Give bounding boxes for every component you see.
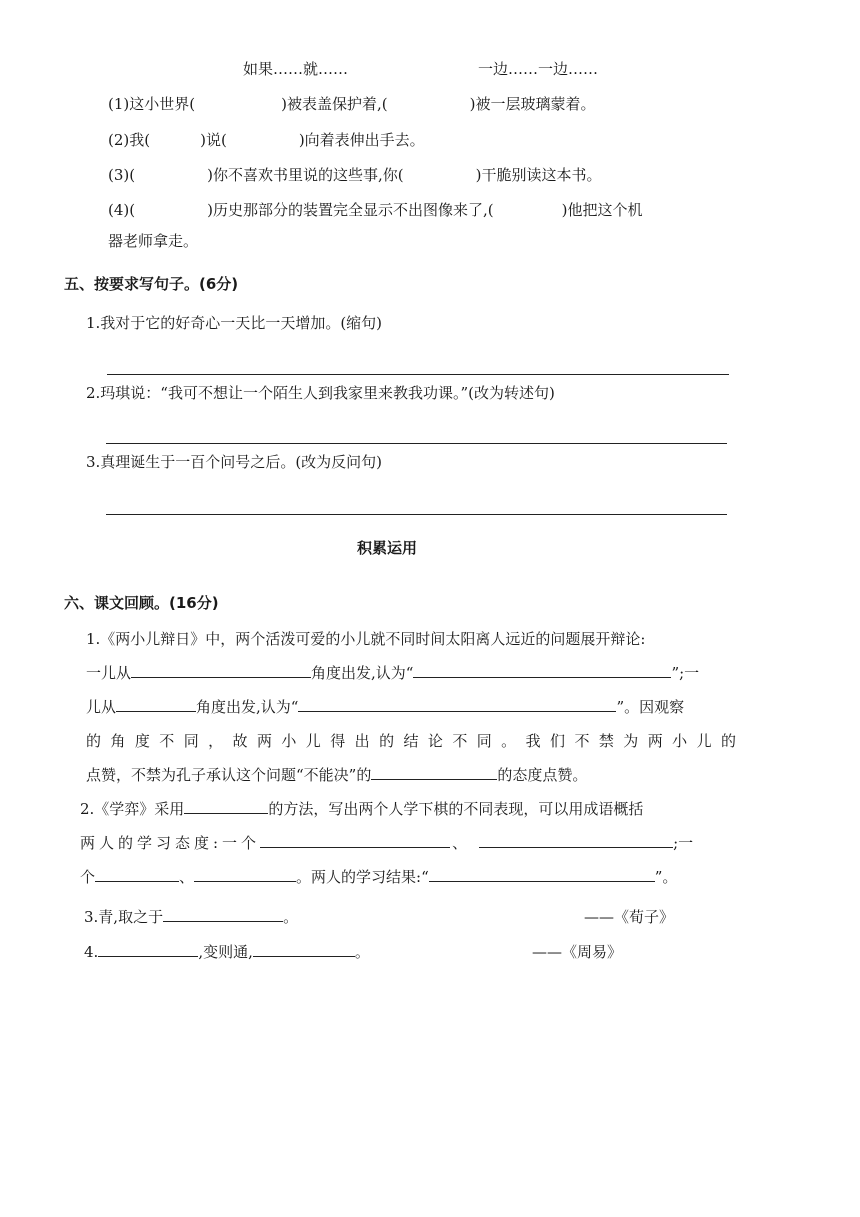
answer-blank[interactable]: [116, 696, 196, 712]
text-segment: ,变则通,: [198, 943, 253, 961]
text-segment: 儿从: [86, 698, 117, 716]
fill-item-4-continued: 器老师拿走。: [108, 232, 199, 250]
fill-item-4-text-a: (4)(: [108, 201, 136, 219]
text-segment: 4.: [84, 943, 99, 961]
section-5-heading: 五、按要求写句子。(6分): [64, 275, 239, 293]
text-segment: 的态度点赞。: [497, 766, 588, 784]
answer-blank[interactable]: [95, 866, 179, 882]
fill-item-1-text-a: (1)这小世界(: [108, 95, 196, 113]
fill-item-1: [108, 93, 595, 115]
section-6-q1-line-2: [86, 662, 699, 684]
section-6-q2-line-1: [80, 798, 643, 820]
section-6-q1-line-1: 1.《两小儿辩日》中，两个活泼可爱的小儿就不同时间太阳离人远近的问题展开辩论:: [86, 630, 646, 648]
text-segment: 的方法，写出两个人学下棋的不同表现，可以用成语概括: [268, 800, 644, 818]
section-6-q4-source: ——《周易》: [532, 943, 623, 961]
answer-blank[interactable]: [194, 866, 296, 882]
connective-option-left: 如果……就……: [243, 60, 349, 78]
section-5-answer-line-3[interactable]: [106, 514, 727, 515]
text-segment: 。: [283, 908, 299, 926]
section-6-q4: [84, 941, 370, 963]
section-6-q1-line-5: [86, 764, 587, 786]
fill-item-3: [108, 164, 601, 186]
text-segment: 个: [80, 868, 96, 886]
section-5-answer-line-1[interactable]: [107, 374, 729, 375]
connective-option-right: 一边……一边……: [478, 60, 599, 78]
section-6-q3: [84, 906, 298, 928]
section-5-answer-line-2[interactable]: [106, 443, 727, 444]
answer-blank[interactable]: [371, 764, 497, 780]
fill-item-1-text-c: )被一层玻璃蒙着。: [469, 95, 596, 113]
text-segment: 两人的学习态度:一个: [80, 834, 261, 852]
fill-item-3-text-c: )干脆别读这本书。: [475, 166, 602, 184]
part-title: 积累运用: [357, 539, 418, 557]
fill-item-1-text-b: )被表盖保护着,(: [281, 95, 388, 113]
fill-item-4: [108, 199, 642, 221]
fill-item-2-text-a: (2)我(: [108, 131, 151, 149]
answer-blank[interactable]: [253, 941, 355, 957]
text-segment: 2.《学弈》采用: [80, 800, 185, 818]
section-5-question-2: 2.玛琪说：“我可不想让一个陌生人到我家里来教我功课。”(改为转述句): [86, 384, 555, 402]
text-segment: ”。: [654, 868, 678, 886]
section-6-heading: 六、课文回顾。(16分): [64, 594, 219, 612]
fill-item-2: [108, 129, 425, 151]
text-segment: ;一: [673, 834, 694, 852]
text-segment: 。: [354, 943, 370, 961]
text-segment: 一儿从: [86, 664, 132, 682]
fill-item-4-text-b: )历史那部分的装置完全显示不出图像来了,(: [207, 201, 494, 219]
text-segment: 角度出发,认为“: [196, 698, 299, 716]
section-6-q2-line-2: [80, 832, 693, 854]
fill-item-2-text-c: )向着表伸出手去。: [298, 131, 425, 149]
section-6-q1-line-4: 的角度不同，故两小儿得出的结论不同。我们不禁为两小儿的: [86, 732, 736, 750]
text-segment: 、: [452, 834, 468, 852]
answer-blank[interactable]: [98, 941, 198, 957]
text-segment: 3.青,取之于: [84, 908, 164, 926]
section-5-question-3: 3.真理诞生于一百个问号之后。(改为反问句): [86, 453, 383, 471]
text-segment: 。两人的学习结果:“: [296, 868, 429, 886]
text-segment: ”。因观察: [616, 698, 685, 716]
answer-blank[interactable]: [163, 906, 283, 922]
answer-blank[interactable]: [479, 832, 673, 848]
answer-blank[interactable]: [429, 866, 655, 882]
answer-blank[interactable]: [260, 832, 450, 848]
text-segment: 点赞，不禁为孔子承认这个问题“不能决”的: [86, 766, 372, 784]
fill-item-2-text-b: )说(: [200, 131, 227, 149]
section-5-question-1: 1.我对于它的好奇心一天比一天增加。(缩句): [86, 314, 383, 332]
answer-blank[interactable]: [184, 798, 268, 814]
section-6-q3-source: ——《荀子》: [584, 908, 675, 926]
text-segment: ”;一: [671, 664, 700, 682]
answer-blank[interactable]: [131, 662, 311, 678]
answer-blank[interactable]: [413, 662, 671, 678]
fill-item-3-text-a: (3)(: [108, 166, 136, 184]
fill-item-3-text-b: )你不喜欢书里说的这些事,你(: [207, 166, 404, 184]
text-segment: 、: [179, 868, 195, 886]
text-segment: 角度出发,认为“: [311, 664, 414, 682]
section-6-q2-line-3: [80, 866, 677, 888]
fill-item-4-text-c: )他把这个机: [561, 201, 643, 219]
section-6-q1-line-3: [86, 696, 684, 718]
answer-blank[interactable]: [298, 696, 616, 712]
